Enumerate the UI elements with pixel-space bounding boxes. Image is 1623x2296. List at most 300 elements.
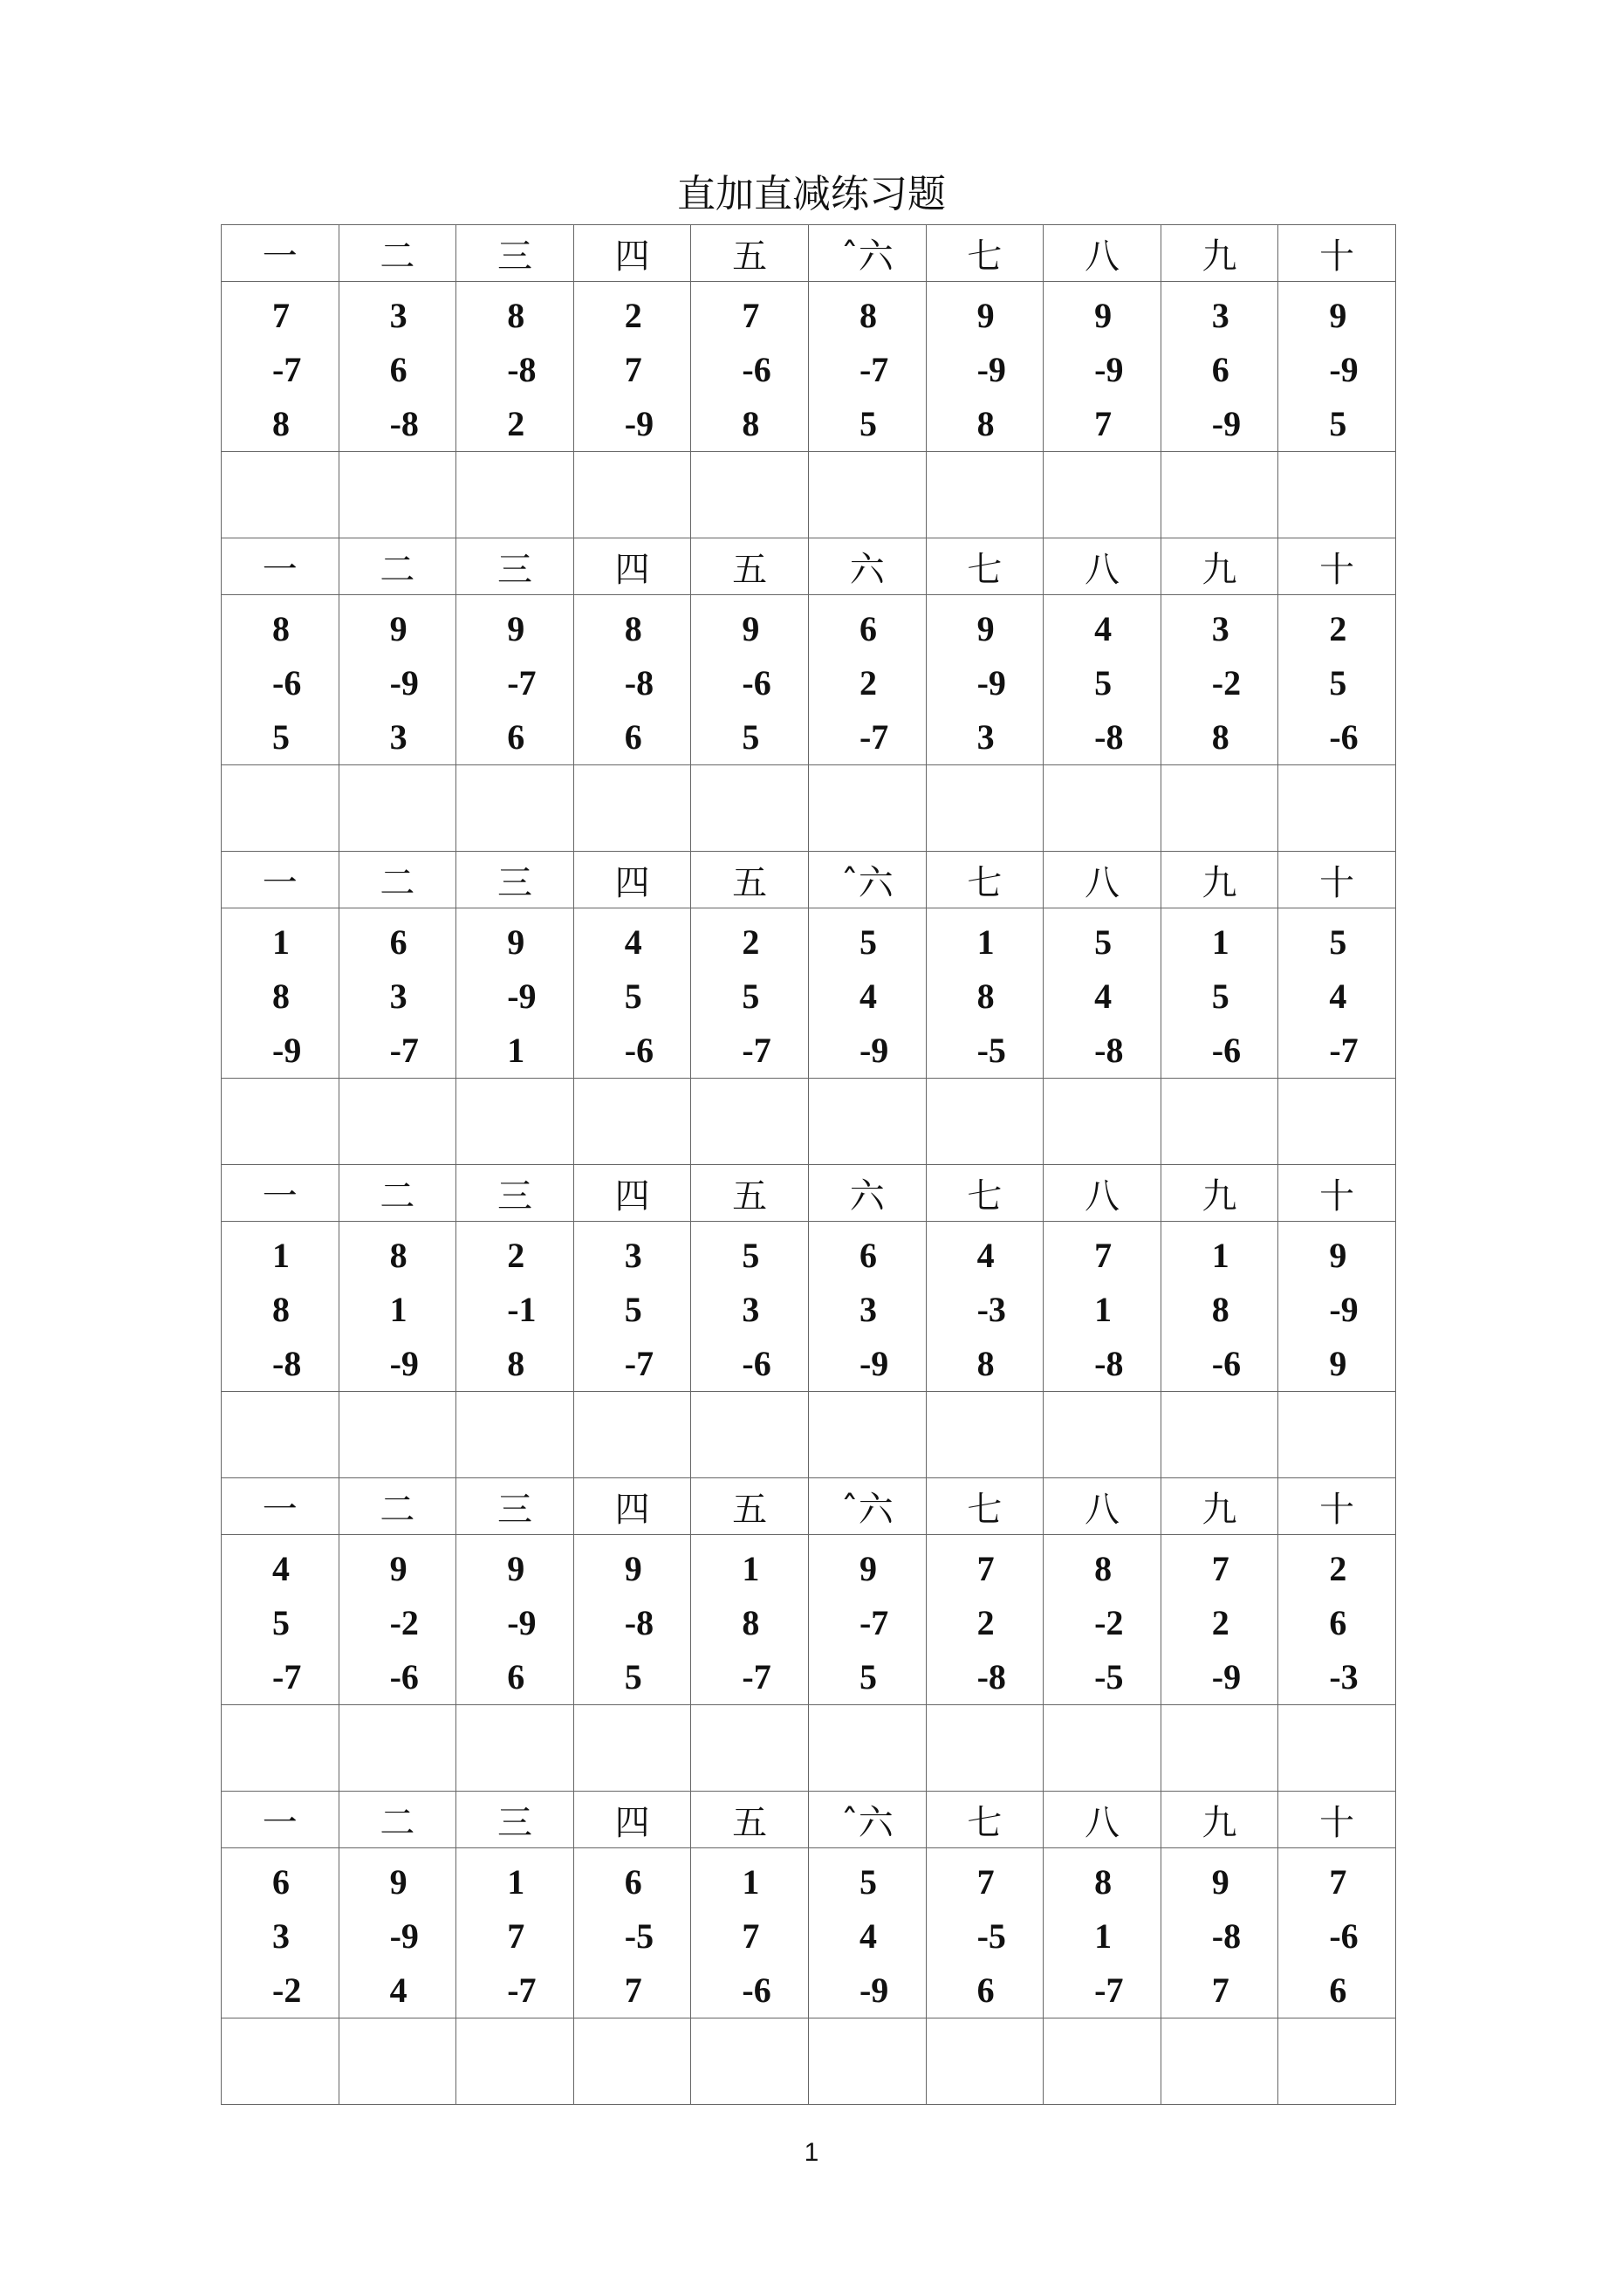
problem-number: -6	[624, 1031, 654, 1070]
problem-number: -6	[1211, 1031, 1242, 1070]
answer-row	[222, 1705, 1396, 1792]
problem-number: 9	[1211, 1862, 1229, 1902]
answer-cell[interactable]	[691, 1079, 809, 1165]
column-header: 二	[339, 225, 456, 282]
problem-row	[222, 595, 1396, 765]
problem-number: 3	[1211, 609, 1229, 648]
column-header: 九	[1161, 225, 1278, 282]
problem-number: 2	[859, 663, 877, 703]
answer-row	[222, 765, 1396, 852]
problem-number: 1	[507, 1031, 525, 1070]
problem-cell	[691, 908, 809, 1079]
answer-cell[interactable]	[808, 1705, 926, 1792]
answer-cell[interactable]	[1044, 1705, 1161, 1792]
problem-number: -5	[976, 1031, 1006, 1070]
problem-number: 9	[1329, 1344, 1347, 1383]
exercise-table	[221, 224, 1396, 2105]
problem-numbers	[1161, 595, 1278, 764]
answer-cell[interactable]	[339, 2018, 456, 2105]
answer-row	[222, 2018, 1396, 2105]
problem-number: 1	[976, 922, 995, 962]
problem-number: 5	[859, 1862, 877, 1902]
problem-number: 9	[1094, 296, 1113, 335]
problem-number: 3	[624, 1236, 642, 1275]
column-header: 一	[222, 538, 339, 595]
problem-cell	[1161, 282, 1278, 452]
problem-number: 9	[1329, 296, 1347, 335]
problem-cell	[339, 1848, 456, 2018]
answer-row	[222, 1392, 1396, 1478]
problem-cell	[1161, 1535, 1278, 1705]
problem-number: 8	[507, 1344, 525, 1383]
problem-numbers	[1161, 1535, 1278, 1704]
problem-number: -8	[507, 350, 537, 389]
problem-number: -9	[272, 1031, 302, 1070]
problem-number: 8	[272, 609, 290, 648]
answer-cell[interactable]	[339, 765, 456, 852]
answer-cell[interactable]	[691, 2018, 809, 2105]
problem-number: 3	[389, 717, 407, 757]
column-header: 八	[1044, 1478, 1161, 1535]
problem-numbers	[809, 1535, 926, 1704]
problem-number: 7	[742, 296, 760, 335]
column-header: 一	[222, 1478, 339, 1535]
column-header: 五	[691, 538, 809, 595]
problem-number: 6	[389, 922, 407, 962]
problem-number: 1	[389, 1290, 407, 1329]
answer-row	[222, 452, 1396, 538]
column-header: 十	[1278, 225, 1396, 282]
problem-number: 7	[1094, 1236, 1113, 1275]
problem-number: -7	[1094, 1970, 1124, 2010]
problem-number: 1	[1211, 922, 1229, 962]
problem-number: 5	[272, 717, 290, 757]
answer-cell[interactable]	[1161, 1705, 1278, 1792]
problem-cell	[1044, 595, 1161, 765]
problem-numbers	[691, 282, 808, 451]
problem-numbers	[1044, 282, 1161, 451]
problem-number: 6	[272, 1862, 290, 1902]
problem-number: 5	[1094, 663, 1113, 703]
problem-numbers	[339, 1535, 456, 1704]
problem-number: 6	[624, 1862, 642, 1902]
problem-number: 2	[507, 1236, 525, 1275]
problem-cell	[926, 282, 1044, 452]
problem-numbers	[1278, 908, 1395, 1078]
problem-cell	[222, 1535, 339, 1705]
problem-number: 7	[624, 1970, 642, 2010]
answer-cell[interactable]	[691, 452, 809, 538]
answer-cell[interactable]	[926, 1392, 1044, 1478]
problem-number: 4	[976, 1236, 995, 1275]
answer-cell[interactable]	[456, 1079, 574, 1165]
problem-cell	[691, 1222, 809, 1392]
answer-cell[interactable]	[339, 1705, 456, 1792]
problem-numbers	[1278, 282, 1395, 451]
problem-number: -9	[389, 1344, 419, 1383]
problem-cell	[222, 595, 339, 765]
problem-number: 1	[1094, 1916, 1113, 1956]
answer-cell[interactable]	[339, 1392, 456, 1478]
answer-cell[interactable]	[926, 765, 1044, 852]
problem-numbers	[339, 595, 456, 764]
column-header: 五	[691, 852, 809, 908]
problem-cell	[339, 1222, 456, 1392]
problem-number: -5	[976, 1916, 1006, 1956]
problem-numbers	[927, 282, 1044, 451]
problem-number: 4	[859, 1916, 877, 1956]
problem-number: 5	[1329, 404, 1347, 443]
answer-cell[interactable]	[691, 765, 809, 852]
problem-numbers	[1044, 1848, 1161, 2018]
problem-row	[222, 1535, 1396, 1705]
problem-number: 9	[507, 1549, 525, 1588]
answer-cell[interactable]	[456, 452, 574, 538]
problem-number: 6	[976, 1970, 995, 2010]
answer-cell[interactable]	[573, 1705, 691, 1792]
column-header: 三	[456, 1792, 574, 1848]
problem-number: 1	[1094, 1290, 1113, 1329]
problem-number: -9	[1329, 1290, 1359, 1329]
problem-numbers	[927, 1222, 1044, 1391]
problem-numbers	[456, 1222, 573, 1391]
problem-number: 9	[976, 296, 995, 335]
column-header: 七	[926, 538, 1044, 595]
problem-number: -5	[624, 1916, 654, 1956]
problem-numbers	[574, 1848, 691, 2018]
problem-row	[222, 282, 1396, 452]
problem-number: 6	[1329, 1970, 1347, 2010]
answer-cell[interactable]	[573, 1079, 691, 1165]
column-header: 四	[573, 1478, 691, 1535]
problem-number: -8	[624, 663, 654, 703]
answer-cell[interactable]	[573, 765, 691, 852]
answer-cell[interactable]	[808, 1079, 926, 1165]
problem-cell	[1278, 908, 1396, 1079]
answer-cell[interactable]	[1278, 1392, 1396, 1478]
answer-cell[interactable]	[222, 1705, 339, 1792]
problem-numbers	[809, 908, 926, 1078]
answer-cell[interactable]	[926, 2018, 1044, 2105]
column-header: 三	[456, 538, 574, 595]
problem-number: 1	[507, 1862, 525, 1902]
problem-number: 3	[272, 1916, 290, 1956]
answer-cell[interactable]	[573, 2018, 691, 2105]
header-row	[222, 1478, 1396, 1535]
problem-number: -8	[1094, 717, 1124, 757]
problem-numbers	[1161, 908, 1278, 1078]
answer-cell[interactable]	[1161, 765, 1278, 852]
problem-number: -2	[389, 1603, 419, 1642]
problem-number: 6	[1329, 1603, 1347, 1642]
problem-number: 6	[507, 717, 525, 757]
answer-cell[interactable]	[1044, 1392, 1161, 1478]
problem-cell	[691, 282, 809, 452]
problem-number: -7	[389, 1031, 419, 1070]
problem-number: -9	[859, 1970, 889, 2010]
answer-cell[interactable]	[339, 1079, 456, 1165]
problem-cell	[1044, 908, 1161, 1079]
answer-cell[interactable]	[1044, 765, 1161, 852]
column-header: 七	[926, 1165, 1044, 1222]
problem-number: 6	[859, 609, 877, 648]
problem-number: -7	[507, 663, 537, 703]
column-header: 八	[1044, 1165, 1161, 1222]
header-row	[222, 538, 1396, 595]
problem-numbers	[927, 595, 1044, 764]
problem-numbers	[339, 908, 456, 1078]
answer-cell[interactable]	[1278, 1079, 1396, 1165]
problem-cell	[1278, 1222, 1396, 1392]
header-row	[222, 225, 1396, 282]
column-header: 八	[1044, 538, 1161, 595]
answer-cell[interactable]	[1044, 1079, 1161, 1165]
column-header: 八	[1044, 225, 1161, 282]
problem-number: 5	[1094, 922, 1113, 962]
answer-cell[interactable]	[1278, 452, 1396, 538]
problem-number: 2	[507, 404, 525, 443]
problem-number: 9	[507, 609, 525, 648]
answer-cell[interactable]	[456, 2018, 574, 2105]
problem-number: -7	[272, 1657, 302, 1696]
problem-number: 1	[1211, 1236, 1229, 1275]
problem-number: -8	[272, 1344, 302, 1383]
column-header: 九	[1161, 538, 1278, 595]
problem-numbers	[222, 908, 339, 1078]
problem-number: 5	[859, 922, 877, 962]
problem-number: 6	[859, 1236, 877, 1275]
column-header: 七	[926, 852, 1044, 908]
answer-cell[interactable]	[456, 1392, 574, 1478]
problem-numbers	[574, 595, 691, 764]
problem-number: -9	[859, 1344, 889, 1383]
problem-numbers	[1161, 1848, 1278, 2018]
problem-number: -3	[1329, 1657, 1359, 1696]
problem-number: 9	[389, 1549, 407, 1588]
answer-cell[interactable]	[573, 1392, 691, 1478]
column-header: 九	[1161, 1792, 1278, 1848]
answer-cell[interactable]	[222, 452, 339, 538]
column-header: 二	[339, 1478, 456, 1535]
page-number: 1	[804, 2138, 819, 2167]
problem-numbers	[222, 1535, 339, 1704]
problem-number: -2	[1211, 663, 1242, 703]
problem-number: 8	[272, 1290, 290, 1329]
problem-number: -3	[976, 1290, 1006, 1329]
problem-number: 5	[1329, 922, 1347, 962]
column-header: 二	[339, 852, 456, 908]
answer-row	[222, 1079, 1396, 1165]
problem-number: 5	[624, 1290, 642, 1329]
problem-number: 8	[976, 977, 995, 1016]
column-header: 十	[1278, 1165, 1396, 1222]
answer-cell[interactable]	[222, 1079, 339, 1165]
problem-number: -7	[272, 350, 302, 389]
answer-cell[interactable]	[1278, 765, 1396, 852]
problem-numbers	[1161, 282, 1278, 451]
problem-numbers	[1278, 1222, 1395, 1391]
problem-cell	[808, 282, 926, 452]
answer-cell[interactable]	[926, 1705, 1044, 1792]
problem-number: -7	[742, 1031, 771, 1070]
column-header: 八	[1044, 852, 1161, 908]
answer-cell[interactable]	[926, 452, 1044, 538]
problem-number: 8	[1094, 1862, 1113, 1902]
problem-cell	[456, 1848, 574, 2018]
problem-cell	[1161, 1848, 1278, 2018]
column-header: 十	[1278, 1478, 1396, 1535]
worksheet-title: 直加直减练习题	[677, 172, 946, 216]
problem-number: 8	[742, 1603, 760, 1642]
problem-number: 5	[742, 717, 760, 757]
column-header: 九	[1161, 1478, 1278, 1535]
answer-cell[interactable]	[808, 765, 926, 852]
problem-row	[222, 1848, 1396, 2018]
answer-cell[interactable]	[808, 452, 926, 538]
answer-cell[interactable]	[456, 1705, 574, 1792]
answer-cell[interactable]	[222, 1392, 339, 1478]
answer-cell[interactable]	[808, 2018, 926, 2105]
column-header: 一	[222, 1165, 339, 1222]
problem-number: 8	[976, 404, 995, 443]
column-header: 四	[573, 225, 691, 282]
answer-cell[interactable]	[456, 765, 574, 852]
answer-cell[interactable]	[808, 1392, 926, 1478]
problem-number: 4	[272, 1549, 290, 1588]
problem-cell	[1278, 1535, 1396, 1705]
answer-cell[interactable]	[926, 1079, 1044, 1165]
column-header: 三	[456, 1165, 574, 1222]
problem-cell	[1044, 1222, 1161, 1392]
answer-cell[interactable]	[222, 765, 339, 852]
problem-numbers	[809, 282, 926, 451]
problem-cell	[926, 908, 1044, 1079]
answer-cell[interactable]	[1044, 2018, 1161, 2105]
problem-numbers	[809, 595, 926, 764]
column-header: 十	[1278, 538, 1396, 595]
column-header: ˆ六	[808, 1792, 926, 1848]
problem-number: -9	[624, 404, 654, 443]
problem-number: 6	[389, 350, 407, 389]
answer-cell[interactable]	[1278, 2018, 1396, 2105]
problem-number: 7	[1329, 1862, 1347, 1902]
problem-cell	[456, 282, 574, 452]
problem-numbers	[222, 1848, 339, 2018]
problem-number: -7	[859, 1603, 889, 1642]
problem-number: 8	[1094, 1549, 1113, 1588]
problem-number: 8	[389, 1236, 407, 1275]
column-header: 一	[222, 225, 339, 282]
problem-number: -6	[742, 663, 771, 703]
answer-cell[interactable]	[1161, 452, 1278, 538]
problem-cell	[1044, 1535, 1161, 1705]
problem-number: 2	[1329, 1549, 1347, 1588]
problem-number: -7	[507, 1970, 537, 2010]
problem-number: 2	[624, 296, 642, 335]
problem-number: 7	[742, 1916, 760, 1956]
answer-cell[interactable]	[1161, 1392, 1278, 1478]
answer-cell[interactable]	[222, 2018, 339, 2105]
column-header: 五	[691, 1478, 809, 1535]
problem-numbers	[1278, 595, 1395, 764]
problem-number: 5	[1329, 663, 1347, 703]
problem-cell	[339, 908, 456, 1079]
answer-cell[interactable]	[573, 452, 691, 538]
answer-cell[interactable]	[691, 1705, 809, 1792]
problem-cell	[222, 908, 339, 1079]
problem-numbers	[456, 1535, 573, 1704]
problem-number: 2	[1211, 1603, 1229, 1642]
problem-number: -6	[742, 1970, 771, 2010]
problem-number: 3	[976, 717, 995, 757]
column-header: 五	[691, 225, 809, 282]
problem-number: 8	[624, 609, 642, 648]
problem-numbers	[1161, 1222, 1278, 1391]
column-header: 七	[926, 225, 1044, 282]
column-header: 十	[1278, 1792, 1396, 1848]
answer-cell[interactable]	[1161, 2018, 1278, 2105]
problem-cell	[573, 282, 691, 452]
problem-number: -9	[859, 1031, 889, 1070]
problem-number: -6	[1211, 1344, 1242, 1383]
answer-cell[interactable]	[1278, 1705, 1396, 1792]
problem-numbers	[222, 595, 339, 764]
column-header: 一	[222, 852, 339, 908]
problem-number: 6	[624, 717, 642, 757]
column-header: 二	[339, 1792, 456, 1848]
problem-number: -7	[859, 717, 889, 757]
problem-numbers	[691, 1848, 808, 2018]
column-header: 四	[573, 538, 691, 595]
answer-cell[interactable]	[1044, 452, 1161, 538]
answer-cell[interactable]	[1161, 1079, 1278, 1165]
problem-number: -8	[624, 1603, 654, 1642]
problem-numbers	[1044, 1222, 1161, 1391]
problem-numbers	[456, 1848, 573, 2018]
problem-numbers	[809, 1222, 926, 1391]
answer-cell[interactable]	[339, 452, 456, 538]
problem-number: 5	[624, 977, 642, 1016]
problem-number: 7	[1094, 404, 1113, 443]
problem-number: 8	[1211, 1290, 1229, 1329]
problem-number: 9	[742, 609, 760, 648]
problem-number: 2	[742, 922, 760, 962]
problem-cell	[691, 595, 809, 765]
problem-number: 3	[389, 977, 407, 1016]
problem-numbers	[222, 1222, 339, 1391]
problem-number: -9	[1211, 404, 1242, 443]
answer-cell[interactable]	[691, 1392, 809, 1478]
problem-number: 9	[859, 1549, 877, 1588]
problem-number: -9	[389, 1916, 419, 1956]
problem-numbers	[927, 1535, 1044, 1704]
problem-numbers	[691, 595, 808, 764]
header-row	[222, 1165, 1396, 1222]
problem-number: 5	[742, 1236, 760, 1275]
problem-numbers	[222, 282, 339, 451]
problem-number: 8	[859, 296, 877, 335]
problem-numbers	[927, 908, 1044, 1078]
problem-number: 8	[742, 404, 760, 443]
problem-number: -9	[1329, 350, 1359, 389]
problem-cell	[1278, 1848, 1396, 2018]
problem-cell	[222, 282, 339, 452]
problem-cell	[808, 1848, 926, 2018]
column-header: ˆ六	[808, 225, 926, 282]
column-header: 六	[808, 1165, 926, 1222]
column-header: 三	[456, 225, 574, 282]
problem-number: -8	[1094, 1344, 1124, 1383]
